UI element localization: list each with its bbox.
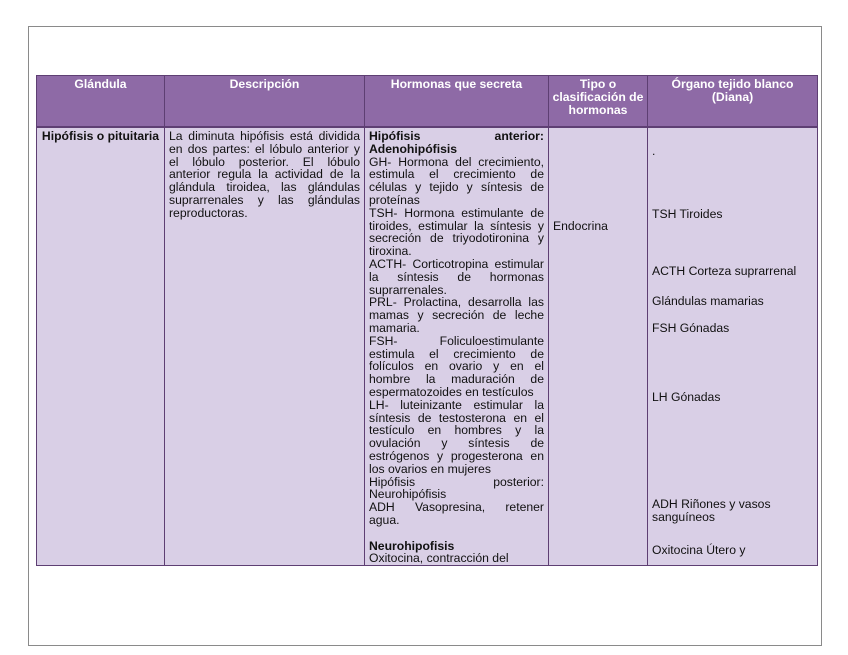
cell-organo xyxy=(648,127,818,566)
hormona-gh: GH- Hormona del crecimiento, estimula el crecimiento de células y tejido y síntesis de proteínas xyxy=(369,154,544,207)
cell-descripcion: La diminuta hipófisis está dividida en dos partes: el lóbulo anterior y el lóbulo posterior. El lóbulo anterior regula la actividad de la glándula tiroidea, las glándulas suprarrenales y las glándulas reproductoras. xyxy=(165,127,365,566)
header-glandula: Glándula xyxy=(37,76,165,128)
cell-tipo xyxy=(549,127,648,566)
spacer xyxy=(652,277,813,295)
header-organo: Órgano tejido blanco (Diana) xyxy=(648,76,818,128)
cell-hormonas xyxy=(365,127,549,566)
hormona-adh: ADH Vasopresina, retener agua. xyxy=(369,500,544,527)
hormona-fsh: FSH- Foliculoestimulante estimula el crecimiento de folículos en ovario y en el hombre la maduración de espermatozoides en testículos xyxy=(369,333,544,399)
spacer xyxy=(553,130,643,220)
table-header-row xyxy=(37,76,818,128)
table-row xyxy=(37,127,818,566)
hormona-oxitocina: Oxitocina, contracción del xyxy=(369,551,509,566)
organo-oxitocina: Oxitocina Útero y xyxy=(652,543,746,558)
spacer xyxy=(652,523,813,544)
header-descripcion: Descripción xyxy=(165,76,365,128)
spacer xyxy=(652,158,813,208)
organo-lh: LH Gónadas xyxy=(652,389,721,404)
organo-prl: Glándulas mamarias xyxy=(652,294,764,309)
document-page xyxy=(28,26,822,646)
spacer xyxy=(652,404,813,498)
organo-fsh: FSH Gónadas xyxy=(652,321,730,336)
hormona-tsh: TSH- Hormona estimulante de tiroides, estimular la síntesis y secreción de triyodotironina y tiroxina. xyxy=(369,205,544,259)
glands-table xyxy=(36,75,818,566)
organo-dot: . xyxy=(652,144,656,158)
spacer xyxy=(652,130,813,145)
hormonas-posterior-heading: Hipófisis posterior: Neurohipófisis xyxy=(369,474,544,502)
spacer xyxy=(652,335,813,391)
hormonas-anterior-heading: Hipófisis anterior: Adenohipófisis xyxy=(369,129,544,156)
hormonas-neuro-heading: Neurohipofisis xyxy=(369,538,455,553)
spacer xyxy=(652,221,813,265)
hormona-acth: ACTH- Corticotropina estimular la síntesis de hormonas suprarrenales. xyxy=(369,256,544,297)
header-hormonas: Hormonas que secreta xyxy=(365,76,549,128)
organo-adh: ADH Riñones y vasos sanguíneos xyxy=(652,496,771,524)
header-tipo: Tipo o clasificación de hormonas xyxy=(549,76,648,128)
spacer xyxy=(369,527,544,540)
tipo-value: Endocrina xyxy=(553,219,608,233)
organo-tsh: TSH Tiroides xyxy=(652,206,723,221)
hormona-lh: LH- luteinizante estimular la síntesis de testosterona en el testículo en hombres y la ovulación y síntesis de estrógenos y progesterona en los ovarios en mujeres xyxy=(369,397,544,476)
cell-glandula: Hipófisis o pituitaria xyxy=(37,127,165,566)
spacer xyxy=(652,308,813,322)
organo-acth: ACTH Corteza suprarrenal xyxy=(652,263,797,278)
hormona-prl: PRL- Prolactina, desarrolla las mamas y secreción de leche mamaria. xyxy=(369,295,544,335)
